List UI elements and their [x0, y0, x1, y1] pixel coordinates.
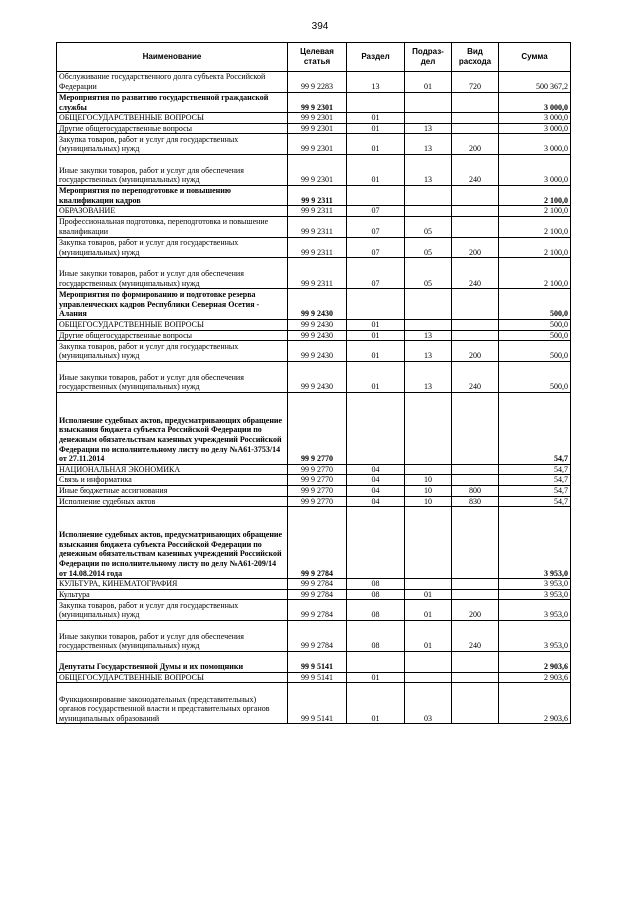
- cell-exp-type: [452, 507, 499, 579]
- cell-name: Мероприятия по формированию и подготовке резерва управленческих кадров Республики Северная Осетия - Алания: [57, 289, 288, 320]
- cell-sum: 54,7: [499, 496, 571, 507]
- cell-name: Другие общегосударственные вопросы: [57, 330, 288, 341]
- cell-subsection: 05: [405, 258, 452, 289]
- cell-name: Исполнение судебных актов, предусматривающих обращение взыскания бюджета субъекта Российской Федерации по денежным обязательствам казенных учреждений Российской Федерации по исполнительному листу по делу №А61-3753/14 от 27.11.2014: [57, 392, 288, 464]
- budget-table: [56, 42, 571, 724]
- cell-name: ОБРАЗОВАНИЕ: [57, 206, 288, 217]
- cell-target: 99 9 2770: [288, 485, 347, 496]
- cell-target: 99 9 2770: [288, 464, 347, 475]
- cell-target: 99 9 2770: [288, 496, 347, 507]
- cell-exp-type: [452, 113, 499, 124]
- cell-name: Иные закупки товаров, работ и услуг для обеспечения государственных (муниципальных) нужд: [57, 361, 288, 392]
- cell-section: 08: [347, 579, 405, 590]
- cell-section: 04: [347, 475, 405, 486]
- table-row: [57, 496, 571, 507]
- cell-target: 99 9 2283: [288, 72, 347, 93]
- cell-target: 99 9 2784: [288, 600, 347, 621]
- table-row: [57, 123, 571, 134]
- table-row: [57, 72, 571, 93]
- cell-sum: 3 000,0: [499, 92, 571, 113]
- cell-subsection: 01: [405, 600, 452, 621]
- cell-sum: 2 100,0: [499, 206, 571, 217]
- cell-section: 01: [347, 134, 405, 155]
- table-row: [57, 217, 571, 238]
- cell-section: 04: [347, 464, 405, 475]
- cell-section: 08: [347, 621, 405, 652]
- header-name: Наименование: [57, 43, 288, 72]
- table-header-row: [57, 43, 571, 72]
- cell-sum: 54,7: [499, 464, 571, 475]
- cell-subsection: 13: [405, 341, 452, 362]
- cell-sum: 2 903,6: [499, 683, 571, 724]
- cell-exp-type: 200: [452, 134, 499, 155]
- cell-target: 99 9 2311: [288, 206, 347, 217]
- cell-subsection: 13: [405, 134, 452, 155]
- table-row: [57, 237, 571, 258]
- cell-exp-type: [452, 651, 499, 672]
- cell-target: 99 9 2311: [288, 217, 347, 238]
- cell-subsection: [405, 507, 452, 579]
- cell-exp-type: 720: [452, 72, 499, 93]
- cell-sum: 3 953,0: [499, 579, 571, 590]
- cell-target: 99 9 2784: [288, 507, 347, 579]
- cell-target: 99 9 2311: [288, 258, 347, 289]
- cell-name: Исполнение судебных актов, предусматривающих обращение взыскания бюджета субъекта Российской Федерации по денежным обязательствам казенных учреждений Российской Федерации по исполнительному листу по делу №А61-209/14 от 14.08.2014 года: [57, 507, 288, 579]
- cell-target: 99 9 2430: [288, 361, 347, 392]
- cell-exp-type: [452, 683, 499, 724]
- cell-exp-type: 200: [452, 600, 499, 621]
- cell-exp-type: [452, 123, 499, 134]
- cell-target: 99 9 2784: [288, 589, 347, 600]
- table-row: [57, 258, 571, 289]
- cell-exp-type: [452, 464, 499, 475]
- cell-section: [347, 651, 405, 672]
- cell-exp-type: 240: [452, 361, 499, 392]
- cell-sum: 54,7: [499, 475, 571, 486]
- table-row: [57, 185, 571, 206]
- cell-target: 99 9 5141: [288, 683, 347, 724]
- cell-name: Депутаты Государственной Думы и их помощники: [57, 651, 288, 672]
- cell-target: 99 9 2430: [288, 289, 347, 320]
- cell-section: 08: [347, 589, 405, 600]
- table-row: [57, 154, 571, 185]
- cell-subsection: [405, 392, 452, 464]
- cell-sum: 2 903,6: [499, 672, 571, 683]
- cell-exp-type: [452, 475, 499, 486]
- cell-name: ОБЩЕГОСУДАРСТВЕННЫЕ ВОПРОСЫ: [57, 672, 288, 683]
- cell-exp-type: [452, 206, 499, 217]
- cell-name: Профессиональная подготовка, переподготовка и повышение квалификации: [57, 217, 288, 238]
- cell-name: Другие общегосударственные вопросы: [57, 123, 288, 134]
- cell-subsection: [405, 206, 452, 217]
- table-row: [57, 579, 571, 590]
- cell-sum: 2 100,0: [499, 237, 571, 258]
- cell-sum: 3 000,0: [499, 134, 571, 155]
- cell-name: Иные закупки товаров, работ и услуг для обеспечения государственных (муниципальных) нужд: [57, 154, 288, 185]
- cell-exp-type: [452, 589, 499, 600]
- cell-target: 99 9 2430: [288, 330, 347, 341]
- table-row: [57, 392, 571, 464]
- cell-name: ОБЩЕГОСУДАРСТВЕННЫЕ ВОПРОСЫ: [57, 113, 288, 124]
- cell-target: 99 9 2301: [288, 113, 347, 124]
- cell-name: Связь и информатика: [57, 475, 288, 486]
- cell-subsection: 13: [405, 123, 452, 134]
- cell-section: 04: [347, 496, 405, 507]
- cell-exp-type: [452, 92, 499, 113]
- cell-sum: 500,0: [499, 289, 571, 320]
- cell-target: 99 9 5141: [288, 651, 347, 672]
- cell-section: 01: [347, 123, 405, 134]
- table-row: [57, 92, 571, 113]
- cell-section: 07: [347, 237, 405, 258]
- cell-sum: 3 000,0: [499, 123, 571, 134]
- cell-sum: 54,7: [499, 392, 571, 464]
- cell-exp-type: [452, 185, 499, 206]
- table-row: [57, 589, 571, 600]
- table-row: [57, 651, 571, 672]
- header-target: Целевая статья: [288, 43, 347, 72]
- cell-section: [347, 507, 405, 579]
- cell-subsection: 10: [405, 485, 452, 496]
- cell-name: Исполнение судебных актов: [57, 496, 288, 507]
- header-sum: Сумма: [499, 43, 571, 72]
- cell-target: 99 9 2784: [288, 621, 347, 652]
- cell-name: КУЛЬТУРА, КИНЕМАТОГРАФИЯ: [57, 579, 288, 590]
- table-row: [57, 134, 571, 155]
- cell-exp-type: [452, 217, 499, 238]
- cell-section: 01: [347, 154, 405, 185]
- cell-subsection: 03: [405, 683, 452, 724]
- cell-subsection: 10: [405, 475, 452, 486]
- table-row: [57, 475, 571, 486]
- cell-subsection: [405, 289, 452, 320]
- cell-name: Закупка товаров, работ и услуг для государственных (муниципальных) нужд: [57, 600, 288, 621]
- cell-exp-type: 200: [452, 341, 499, 362]
- cell-target: 99 9 2301: [288, 123, 347, 134]
- cell-section: 01: [347, 320, 405, 331]
- cell-target: 99 9 2311: [288, 237, 347, 258]
- cell-sum: 3 953,0: [499, 600, 571, 621]
- table-row: [57, 113, 571, 124]
- cell-exp-type: 800: [452, 485, 499, 496]
- cell-name: Закупка товаров, работ и услуг для государственных (муниципальных) нужд: [57, 134, 288, 155]
- cell-target: 99 9 2301: [288, 92, 347, 113]
- table-row: [57, 672, 571, 683]
- cell-subsection: 13: [405, 361, 452, 392]
- cell-sum: 3 953,0: [499, 589, 571, 600]
- cell-exp-type: 240: [452, 621, 499, 652]
- cell-exp-type: [452, 672, 499, 683]
- cell-name: Мероприятия по переподготовке и повышению квалификации кадров: [57, 185, 288, 206]
- cell-subsection: 13: [405, 154, 452, 185]
- table-row: [57, 361, 571, 392]
- cell-section: [347, 289, 405, 320]
- table-row: [57, 485, 571, 496]
- cell-section: 04: [347, 485, 405, 496]
- header-exp-type: Вид расхода: [452, 43, 499, 72]
- cell-exp-type: [452, 392, 499, 464]
- cell-sum: 2 100,0: [499, 217, 571, 238]
- cell-section: 01: [347, 672, 405, 683]
- cell-section: [347, 392, 405, 464]
- cell-sum: 3 953,0: [499, 507, 571, 579]
- cell-section: 07: [347, 258, 405, 289]
- cell-exp-type: 830: [452, 496, 499, 507]
- cell-exp-type: 240: [452, 154, 499, 185]
- cell-target: 99 9 2770: [288, 475, 347, 486]
- cell-sum: 2 903,6: [499, 651, 571, 672]
- cell-section: 13: [347, 72, 405, 93]
- cell-subsection: [405, 672, 452, 683]
- cell-target: 99 9 2430: [288, 320, 347, 331]
- cell-sum: 500,0: [499, 361, 571, 392]
- cell-exp-type: [452, 320, 499, 331]
- cell-subsection: [405, 185, 452, 206]
- cell-section: 07: [347, 217, 405, 238]
- cell-exp-type: [452, 579, 499, 590]
- cell-subsection: [405, 320, 452, 331]
- table-row: [57, 330, 571, 341]
- cell-subsection: 05: [405, 237, 452, 258]
- cell-name: НАЦИОНАЛЬНАЯ ЭКОНОМИКА: [57, 464, 288, 475]
- cell-subsection: [405, 464, 452, 475]
- cell-name: ОБЩЕГОСУДАРСТВЕННЫЕ ВОПРОСЫ: [57, 320, 288, 331]
- table-row: [57, 320, 571, 331]
- cell-subsection: [405, 579, 452, 590]
- cell-name: Обслуживание государственного долга субъекта Российской Федерации: [57, 72, 288, 93]
- cell-section: 01: [347, 361, 405, 392]
- cell-section: 01: [347, 113, 405, 124]
- cell-sum: 2 100,0: [499, 185, 571, 206]
- cell-exp-type: 200: [452, 237, 499, 258]
- table-row: [57, 464, 571, 475]
- cell-sum: 3 953,0: [499, 621, 571, 652]
- cell-subsection: [405, 113, 452, 124]
- cell-sum: 500 367,2: [499, 72, 571, 93]
- cell-name: Закупка товаров, работ и услуг для государственных (муниципальных) нужд: [57, 237, 288, 258]
- cell-exp-type: 240: [452, 258, 499, 289]
- cell-section: 01: [347, 341, 405, 362]
- cell-target: 99 9 2301: [288, 134, 347, 155]
- table-row: [57, 507, 571, 579]
- cell-name: Функционирование законодательных (представительных) органов государственной власти и представительных органов муниципальных образований: [57, 683, 288, 724]
- header-section: Раздел: [347, 43, 405, 72]
- table-body: [57, 72, 571, 724]
- cell-subsection: [405, 92, 452, 113]
- cell-target: 99 9 2784: [288, 579, 347, 590]
- cell-subsection: 05: [405, 217, 452, 238]
- cell-sum: 3 000,0: [499, 113, 571, 124]
- cell-section: 08: [347, 600, 405, 621]
- cell-sum: 54,7: [499, 485, 571, 496]
- cell-subsection: 13: [405, 330, 452, 341]
- page-number: 394: [311, 21, 329, 32]
- cell-sum: 500,0: [499, 320, 571, 331]
- cell-section: 01: [347, 683, 405, 724]
- cell-subsection: 01: [405, 589, 452, 600]
- cell-sum: 500,0: [499, 330, 571, 341]
- cell-section: [347, 185, 405, 206]
- cell-name: Иные бюджетные ассигнования: [57, 485, 288, 496]
- cell-name: Иные закупки товаров, работ и услуг для обеспечения государственных (муниципальных) нужд: [57, 258, 288, 289]
- cell-name: Иные закупки товаров, работ и услуг для обеспечения государственных (муниципальных) нужд: [57, 621, 288, 652]
- header-subsection: Подраз-дел: [405, 43, 452, 72]
- table-row: [57, 206, 571, 217]
- cell-sum: 3 000,0: [499, 154, 571, 185]
- cell-sum: 500,0: [499, 341, 571, 362]
- table-row: [57, 341, 571, 362]
- cell-name: Закупка товаров, работ и услуг для государственных (муниципальных) нужд: [57, 341, 288, 362]
- cell-target: 99 9 2311: [288, 185, 347, 206]
- cell-target: 99 9 2430: [288, 341, 347, 362]
- cell-target: 99 9 5141: [288, 672, 347, 683]
- table-row: [57, 289, 571, 320]
- cell-exp-type: [452, 330, 499, 341]
- cell-name: Мероприятия по развитию государственной гражданской службы: [57, 92, 288, 113]
- table-row: [57, 683, 571, 724]
- cell-sum: 2 100,0: [499, 258, 571, 289]
- cell-section: 01: [347, 330, 405, 341]
- cell-exp-type: [452, 289, 499, 320]
- cell-subsection: 01: [405, 621, 452, 652]
- cell-target: 99 9 2301: [288, 154, 347, 185]
- cell-target: 99 9 2770: [288, 392, 347, 464]
- cell-section: 07: [347, 206, 405, 217]
- table-row: [57, 621, 571, 652]
- table-row: [57, 600, 571, 621]
- cell-subsection: [405, 651, 452, 672]
- cell-subsection: 01: [405, 72, 452, 93]
- cell-name: Культура: [57, 589, 288, 600]
- cell-subsection: 10: [405, 496, 452, 507]
- cell-section: [347, 92, 405, 113]
